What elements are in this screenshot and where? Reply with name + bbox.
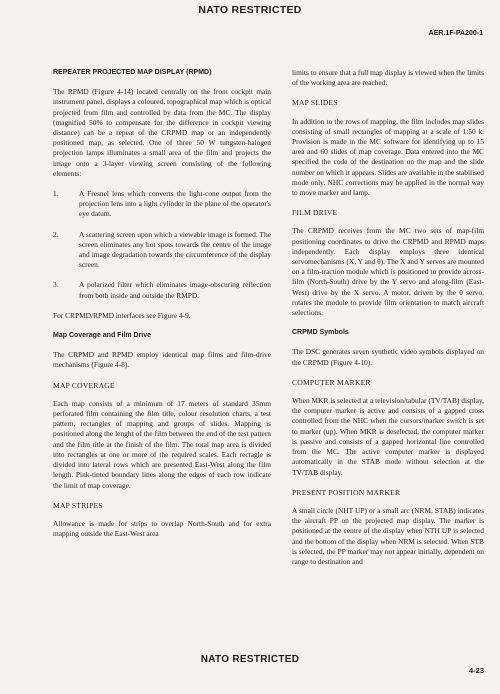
list-number: 3. (53, 280, 59, 290)
left-column (53, 68, 271, 549)
list-text: A scattering screen upon which a viewable image is formed. The screen eliminates any hot spots towards the centre of the image and image degradation towards the circumference of the display screen. (79, 229, 271, 270)
subheading-computer-marker: COMPUTER MARKER (292, 377, 371, 387)
right-column (292, 68, 484, 577)
map-coverage-paragraph: Each map consists of a minimum of 17 meters of standard 35mm perforated film containing the film title, colour resolution charts, a test pattern, rectangles of mapping and groups of slides. Mapping is positioned along the lenght of the film between the end of the test pattern and the film title at the finish of the film. The total map area is divided into rectangles at one or more of the required scales. Each rectagle is divided into lateral rows which are presented East-West along the film length. Pink-tinted boundary lines along the edges of each row indicate the limit of map coverage. (53, 398, 271, 490)
section-heading-rpmd: REPEATER PROJECTED MAP DISPLAY (RPMD) (53, 69, 212, 76)
film-drive-paragraph: The CRPMD receives from the MC two sets of map-film positioning coordinates to drive the CRPMD and RPMD maps independently. Each display employs three identical servomechanisms (X, Y and θ). The X and Y servos are mounted on a film-traction module which is positioned to provide across-film (North-South) drive by the Y servo and along-film (East-West) drive by the X servo. A motor, driven by the θ servo, rotates the module to provide film orientation to match aircraft selections. (292, 226, 484, 318)
header-classification: NATO RESTRICTED (198, 4, 302, 16)
subheading-present-position-marker: PRESENT POSITION MARKER (292, 487, 401, 497)
list-text: A Fresnel lens which converts the light-cone output from the projection lens into a light cylinder in the plane of the operator's eye datum. (79, 189, 271, 219)
section-heading-map-coverage-film-drive: Map Coverage and Film Drive (53, 332, 152, 340)
list-item (53, 280, 271, 300)
list-text: A polarized filter which eliminates image-obscuring reflection from both inside and outside the RMPD. (79, 280, 271, 300)
subheading-film-drive: FILM DRIVE (292, 208, 338, 218)
subheading-map-slides: MAP SLIDES (292, 98, 338, 108)
footer-classification: NATO RESTRICTED (200, 654, 300, 665)
computer-marker-paragraph: When MKR is selected at a television/tabular (TV/TAB) display, the computer marker is active and consists of a gapped cross controlled from the NHC when the cursors/marker switch is set to marker (up). When MKR is deselected, the computer marker is passive and consists of a gapped horizontal line controlled from the MC. The active computer marker is displayed automatically in the STAB mode without selection at the TV/TAB display. (292, 396, 484, 477)
section-heading-crpmd-symbols: CRPMD Symbols (292, 329, 349, 337)
rpmd-paragraph: The RPMD (Figure 4-14) located centrally on the front cockpit main instrument panel, displays a coloured, topographical map which is optical projected from film and controlled by data from the MC. The display (magnified 50% to compensate for the difference in cockpit viewing distance) can be a repeat of the CRPMD map or an independently positioned map, as selected. One of three 50 W tungsten-halogen projection lamps illuminates a small area of the film and projects the image onto a 3-layer viewing screen consisting of the following elements: (53, 87, 271, 178)
list-number: 2. (53, 229, 59, 239)
crpmd-symbols-paragraph: The DSC generates seven synthetic video symbols displayed on the CRPMD (Figure 4-10). (292, 347, 484, 367)
map-films-paragraph: The CRPMD and RPMD employ identical map films and film-drive mechanisms (Figure 4-8). (53, 350, 271, 370)
map-stripes-paragraph: Allowance is made for strips to overlap North-South and for extra mapping outside the East-West area (53, 518, 271, 539)
map-stripes-continued: limits to ensure that a full map display is viewed when the limits of the working area are reached. (292, 68, 484, 88)
present-position-paragraph: A small circle (NHT UP) or a small arc (NRM, STAB) indicates the aircraft PP on the projected map display. The marker is positioned at the centre of the display when NTH UP is selected and the bottom of the display when NRM is selected. When STB is selected, the PP marker may not appear initially, dependent on range to destination and (292, 505, 484, 566)
page-number: 4-23 (468, 666, 484, 675)
interfaces-reference: For CRPMD/RPMD interfaces see Figure 4-9. (53, 310, 191, 320)
subheading-map-stripes: MAP STRIPES (53, 500, 103, 510)
subheading-map-coverage: MAP COVERAGE (53, 380, 115, 390)
list-item (53, 189, 271, 220)
map-slides-paragraph: In addition to the rows of mapping, the film includes map slides consisting of small rectangles of mapping at a scale of 1:50 k. Provision is made in the MC software for identifying up to 15 area and 60 slides of map coverage. Data entered into the MC specified the code of the destination on the map and the slide number on which it appears. Slides are available in the stabilised mode only. NHC corrections may be applied in the normal way to move marker and lamp. (292, 116, 484, 198)
list-number: 1. (53, 189, 59, 199)
document-reference: AER.1F-PA200-1 (428, 30, 483, 37)
list-item (53, 230, 271, 271)
